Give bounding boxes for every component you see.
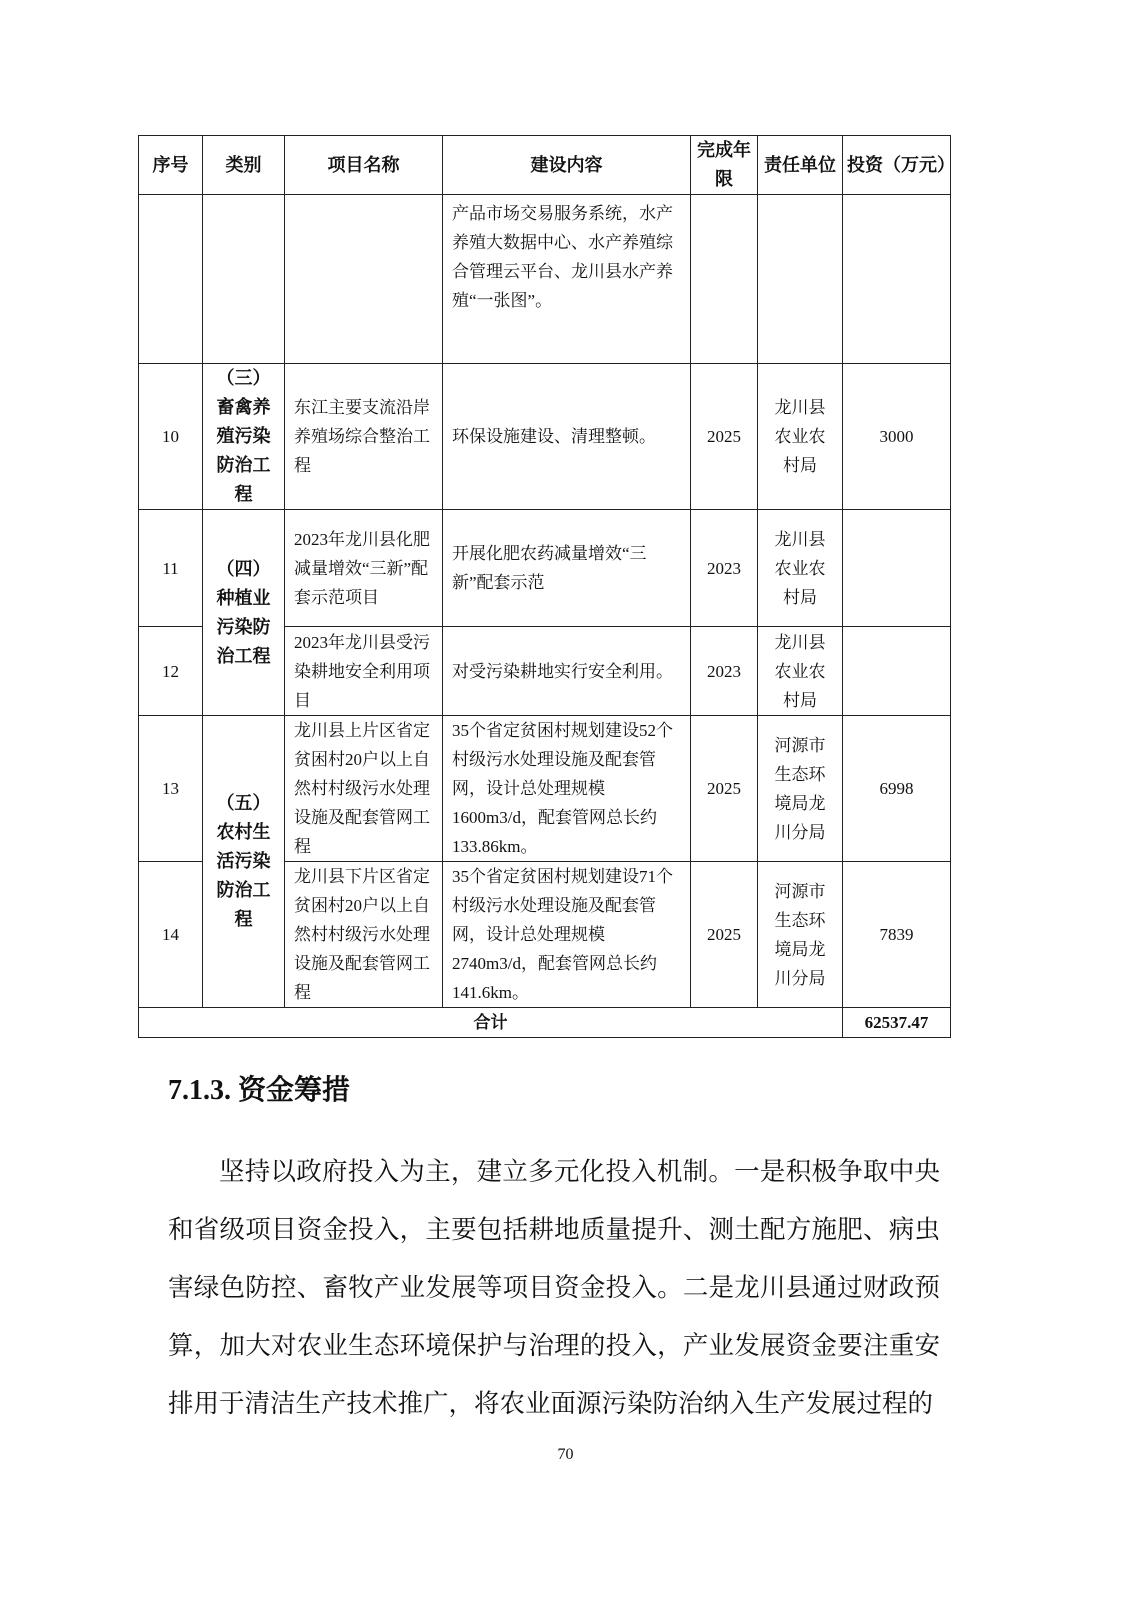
cell-investment (843, 510, 951, 627)
header-year: 完成年限 (691, 136, 758, 195)
cell-no: 14 (139, 862, 203, 1008)
cell-category: （三）畜禽养殖污染防治工程 (203, 364, 285, 510)
cell-year: 2023 (691, 627, 758, 716)
cell-investment: 3000 (843, 364, 951, 510)
section-heading: 7.1.3. 资金筹措 (168, 1075, 351, 1106)
cell-content: 对受污染耕地实行安全利用。 (443, 627, 691, 716)
cell-project-name: 龙川县上片区省定贫困村20户以上自然村村级污水处理设施及配套管网工程 (285, 716, 443, 862)
cell-empty (691, 195, 758, 364)
table-row (139, 510, 951, 627)
table-row (139, 716, 951, 862)
cell-investment (843, 627, 951, 716)
cell-unit: 龙川县农业农村局 (758, 510, 843, 627)
cell-empty (285, 195, 443, 364)
header-unit: 责任单位 (758, 136, 843, 195)
cell-empty (203, 195, 285, 364)
cell-year: 2025 (691, 364, 758, 510)
header-no: 序号 (139, 136, 203, 195)
cell-investment: 7839 (843, 862, 951, 1008)
cell-unit: 龙川县农业农村局 (758, 364, 843, 510)
cell-empty (139, 195, 203, 364)
cell-project-name: 2023年龙川县化肥减量增效“三新”配套示范项目 (285, 510, 443, 627)
cell-content: 产品市场交易服务系统，水产养殖大数据中心、水产养殖综合管理云平台、龙川县水产养殖“一张图”。 (443, 195, 691, 364)
cell-year: 2025 (691, 862, 758, 1008)
header-content: 建设内容 (443, 136, 691, 195)
cell-project-name: 龙川县下片区省定贫困村20户以上自然村村级污水处理设施及配套管网工程 (285, 862, 443, 1008)
cell-empty (758, 195, 843, 364)
cell-no: 11 (139, 510, 203, 627)
cell-category: （五）农村生活污染防治工程 (203, 716, 285, 1008)
cell-content: 开展化肥农药减量增效“三新”配套示范 (443, 510, 691, 627)
cell-investment: 6998 (843, 716, 951, 862)
cell-content: 35个省定贫困村规划建设71个村级污水处理设施及配套管网，设计总处理规模2740m3/d，配套管网总长约141.6km。 (443, 862, 691, 1008)
table-row (139, 195, 951, 364)
total-value: 62537.47 (843, 1008, 951, 1038)
header-category: 类别 (203, 136, 285, 195)
cell-year: 2025 (691, 716, 758, 862)
cell-unit: 河源市生态环境局龙川分局 (758, 862, 843, 1008)
cell-content: 35个省定贫困村规划建设52个村级污水处理设施及配套管网，设计总处理规模1600m3/d，配套管网总长约133.86km。 (443, 716, 691, 862)
cell-empty (843, 195, 951, 364)
cell-project-name: 东江主要支流沿岸养殖场综合整治工程 (285, 364, 443, 510)
table-row (139, 364, 951, 510)
cell-content: 环保设施建设、清理整顿。 (443, 364, 691, 510)
cell-unit: 龙川县农业农村局 (758, 627, 843, 716)
section-paragraph: 坚持以政府投入为主，建立多元化投入机制。一是积极争取中央和省级项目资金投入，主要包括耕地质量提升、测土配方施肥、病虫害绿色防控、畜牧产业发展等项目资金投入。二是龙川县通过财政预算，加大对农业生态环境保护与治理的投入，产业发展资金要注重安排用于清洁生产技术推广，将农业面源污染防治纳入生产发展过程的 (168, 1157, 940, 1418)
cell-unit: 河源市生态环境局龙川分局 (758, 716, 843, 862)
cell-no: 10 (139, 364, 203, 510)
project-investment-table (138, 135, 955, 1038)
cell-year: 2023 (691, 510, 758, 627)
cell-no: 12 (139, 627, 203, 716)
total-label: 合计 (139, 1008, 843, 1038)
cell-category: （四）种植业污染防治工程 (203, 510, 285, 716)
table-total-row (139, 1008, 951, 1038)
cell-project-name: 2023年龙川县受污染耕地安全利用项目 (285, 627, 443, 716)
page-number: 70 (557, 1446, 574, 1463)
cell-no: 13 (139, 716, 203, 862)
header-investment: 投资（万元） (843, 136, 951, 195)
table-header-row (139, 136, 951, 195)
header-project-name: 项目名称 (285, 136, 443, 195)
